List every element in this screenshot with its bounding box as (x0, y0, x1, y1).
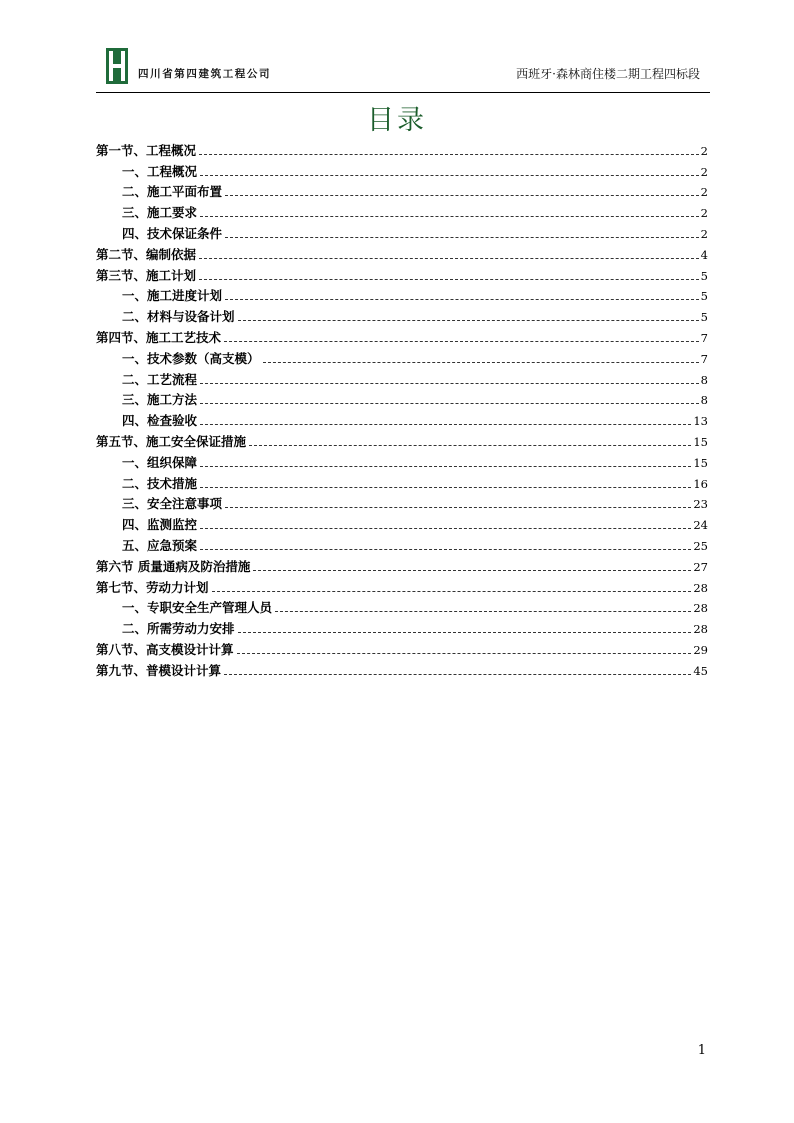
toc-entry-label: 第一节、工程概况 (96, 142, 197, 158)
toc-entry-label: 二、所需劳动力安排 (122, 621, 235, 637)
toc-entry[interactable] (96, 221, 708, 242)
toc-entry-page: 8 (700, 372, 708, 387)
toc-entry-label: 一、专职安全生产管理人员 (122, 600, 273, 616)
toc-entry-label: 二、材料与设备计划 (122, 309, 235, 325)
toc-entry[interactable] (96, 554, 708, 575)
toc-entry-page: 28 (693, 622, 708, 637)
toc-entry[interactable] (96, 658, 708, 679)
toc-entry-page: 8 (700, 393, 708, 408)
toc-entry-page: 28 (693, 580, 708, 595)
toc-dot-leader (225, 298, 699, 300)
toc-entry-page: 15 (693, 434, 708, 449)
toc-entry-page: 13 (693, 414, 708, 429)
toc-dot-leader (225, 506, 691, 508)
toc-entry-page: 25 (693, 538, 708, 553)
toc-entry-page: 7 (700, 330, 708, 345)
toc-entry[interactable] (96, 346, 708, 367)
toc-entry-page: 7 (700, 351, 708, 366)
toc-dot-leader (199, 278, 699, 280)
toc-entry-label: 一、工程概况 (122, 163, 198, 179)
toc-entry-label: 一、技术参数（高支模） (122, 350, 260, 366)
logo-mark-icon (106, 48, 128, 84)
toc-dot-leader (225, 194, 699, 196)
toc-entry-label: 二、施工平面布置 (122, 184, 223, 200)
toc-dot-leader (237, 652, 692, 654)
toc-entry-page: 29 (693, 642, 708, 657)
toc-entry-label: 四、监测监控 (122, 517, 198, 533)
page-number: 1 (697, 1043, 706, 1058)
toc-entry-label: 四、技术保证条件 (122, 225, 223, 241)
toc-dot-leader (238, 319, 699, 321)
toc-entry[interactable] (96, 596, 708, 617)
toc-entry-page: 27 (693, 559, 708, 574)
toc-dot-leader (200, 174, 699, 176)
toc-entry-label: 第五节、施工安全保证措施 (96, 433, 247, 449)
company-logo (106, 48, 128, 84)
toc-entry-label: 一、组织保障 (122, 454, 198, 470)
toc-entry[interactable] (96, 512, 708, 533)
toc-entry-label: 第六节 质量通病及防治措施 (96, 558, 251, 574)
toc-entry-page: 28 (693, 601, 708, 616)
toc-dot-leader (200, 423, 691, 425)
toc-dot-leader (212, 590, 692, 592)
project-name: 西班牙·森林商住楼二期工程四标段 (516, 67, 700, 81)
toc-entry-label: 第八节、高支模设计计算 (96, 641, 234, 657)
toc-entry-label: 二、技术措施 (122, 475, 198, 491)
toc-entry[interactable] (96, 492, 708, 513)
toc-dot-leader (263, 361, 699, 363)
toc-entry-label: 三、安全注意事项 (122, 496, 223, 512)
toc-entry-page: 2 (700, 164, 708, 179)
toc-entry[interactable] (96, 242, 708, 263)
page-title: 目录 (367, 105, 427, 136)
toc-entry[interactable] (96, 325, 708, 346)
toc-entry[interactable] (96, 200, 708, 221)
toc-entry-page: 45 (693, 663, 708, 678)
toc-entry-label: 第四节、施工工艺技术 (96, 329, 222, 345)
toc-dot-leader (200, 465, 691, 467)
toc-entry-label: 二、工艺流程 (122, 371, 198, 387)
toc-entry-page: 2 (700, 185, 708, 200)
toc-dot-leader (224, 340, 699, 342)
toc-entry-page: 5 (700, 268, 708, 283)
toc-dot-leader (200, 548, 691, 550)
toc-dot-leader (238, 631, 692, 633)
toc-entry-page: 2 (700, 206, 708, 221)
toc-entry[interactable] (96, 304, 708, 325)
toc-dot-leader (200, 402, 699, 404)
toc-entry-label: 第七节、劳动力计划 (96, 579, 209, 595)
toc-entry[interactable] (96, 159, 708, 180)
toc-entry-page: 23 (693, 497, 708, 512)
toc-dot-leader (224, 673, 691, 675)
toc-entry[interactable] (96, 533, 708, 554)
toc-entry[interactable] (96, 471, 708, 492)
toc-entry-label: 第三节、施工计划 (96, 267, 197, 283)
toc-entry-page: 4 (700, 247, 708, 262)
toc-dot-leader (199, 257, 699, 259)
toc-entry[interactable] (96, 450, 708, 471)
toc-entry-page: 15 (693, 455, 708, 470)
toc-entry-page: 16 (693, 476, 708, 491)
toc-entry-page: 5 (700, 289, 708, 304)
toc-entry[interactable] (96, 367, 708, 388)
toc-entry[interactable] (96, 408, 708, 429)
toc-entry[interactable] (96, 637, 708, 658)
toc-entry-label: 三、施工方法 (122, 392, 198, 408)
toc-entry[interactable] (96, 429, 708, 450)
toc-entry-page: 2 (700, 226, 708, 241)
toc-entry[interactable] (96, 263, 708, 284)
toc-dot-leader (253, 569, 691, 571)
toc-entry-page: 24 (693, 518, 708, 533)
toc-dot-leader (249, 444, 691, 446)
toc-dot-leader (200, 382, 699, 384)
toc-entry[interactable] (96, 284, 708, 305)
toc-entry[interactable] (96, 138, 708, 159)
page-header (96, 46, 710, 93)
toc-entry-label: 第二节、编制依据 (96, 246, 197, 262)
table-of-contents (96, 138, 708, 679)
toc-entry-label: 第九节、普模设计计算 (96, 662, 222, 678)
toc-entry-label: 五、应急预案 (122, 537, 198, 553)
toc-dot-leader (199, 153, 699, 155)
toc-dot-leader (200, 486, 691, 488)
toc-entry-label: 一、施工进度计划 (122, 288, 223, 304)
toc-entry[interactable] (96, 388, 708, 409)
toc-entry-page: 5 (700, 310, 708, 325)
toc-entry-page: 2 (700, 143, 708, 158)
toc-dot-leader (200, 215, 699, 217)
toc-dot-leader (225, 236, 699, 238)
toc-dot-leader (200, 527, 691, 529)
toc-dot-leader (275, 610, 691, 612)
company-name: 四川省第四建筑工程公司 (138, 68, 272, 80)
toc-entry-label: 四、检查验收 (122, 413, 198, 429)
toc-entry[interactable] (96, 616, 708, 637)
toc-entry-label: 三、施工要求 (122, 205, 198, 221)
toc-entry[interactable] (96, 575, 708, 596)
toc-entry[interactable] (96, 180, 708, 201)
